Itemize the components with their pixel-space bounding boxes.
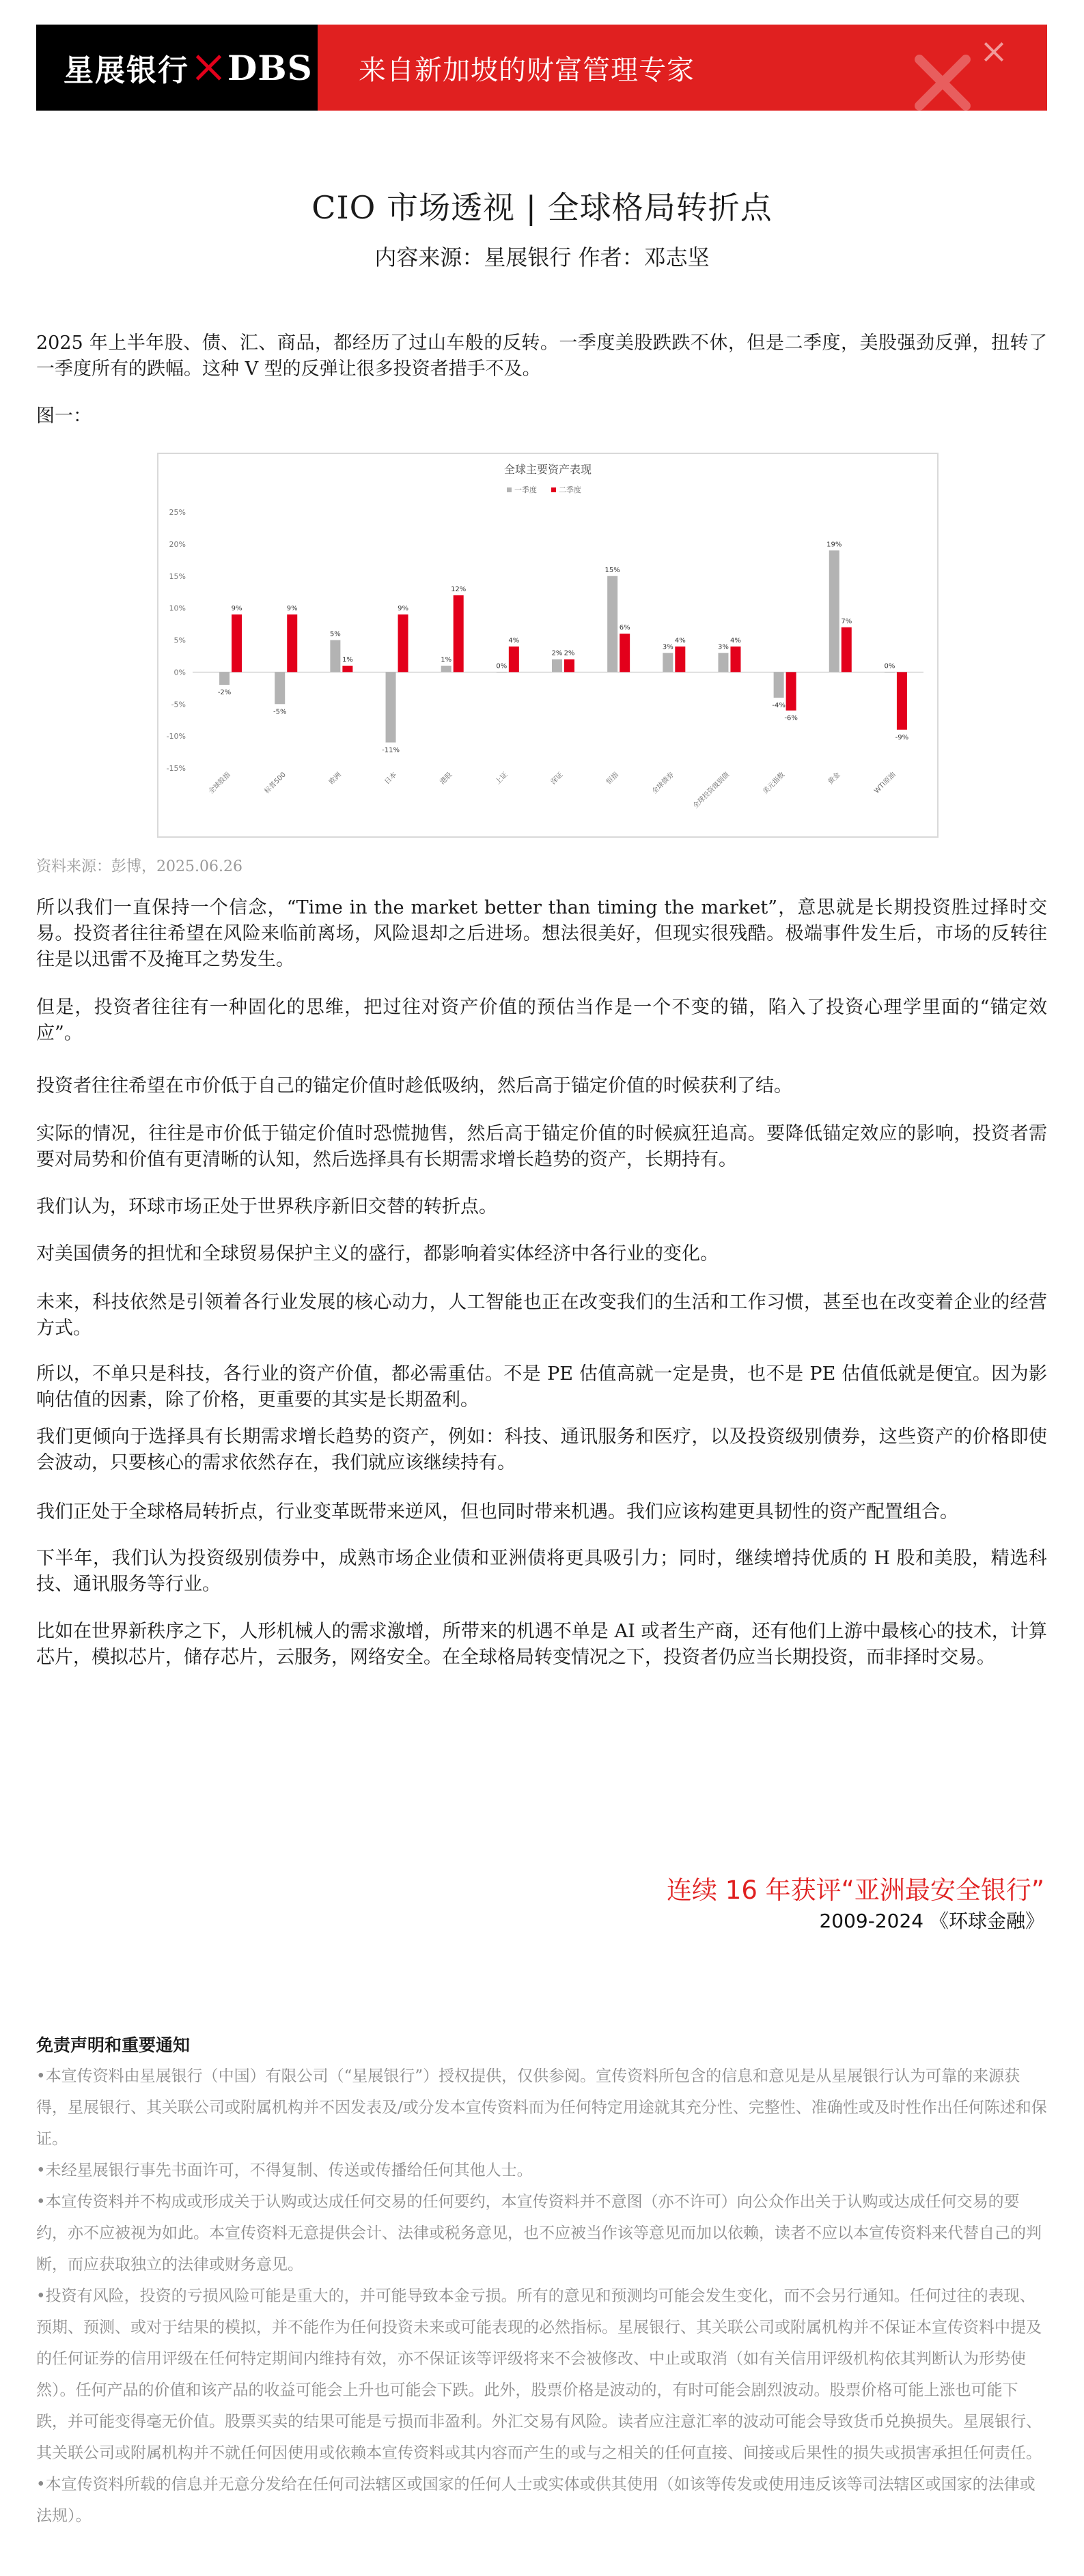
chart-bar: [552, 660, 562, 673]
data-label: 4%: [508, 636, 520, 645]
y-tick-label: 20%: [169, 539, 186, 549]
chart-bar: [454, 595, 464, 673]
chart-bar: [607, 576, 617, 673]
award-source: 2009-2024 《环球金融》: [819, 1910, 1044, 1932]
disclaimer-body: [36, 2061, 1047, 2532]
chart-title: 全球主要资产表现: [503, 463, 592, 476]
legend-label: 一季度: [514, 485, 537, 494]
data-label: 9%: [398, 605, 408, 612]
banner-tagline-area: [318, 25, 1047, 111]
chart-bar: [730, 647, 740, 673]
data-label: -4%: [772, 701, 786, 709]
chart-bar: [386, 672, 396, 742]
legend-label: 二季度: [559, 485, 581, 494]
data-label: 19%: [826, 541, 842, 549]
data-label: 9%: [231, 605, 242, 612]
data-label: -9%: [895, 733, 909, 741]
figure-label: 图一：: [36, 406, 92, 427]
dbs-x-mark-icon: [193, 53, 223, 83]
body-paragraph: 投资者往往希望在市价低于自己的锚定价值时趁低吸纳，然后高于锚定价值的时候获利了结。: [36, 1075, 792, 1096]
body-paragraph: 下半年，我们认为投资级别债券中，成熟市场企业债和亚洲债将更具吸引力；同时，继续增持优质的 H 股和美股，精选科技、通讯服务等行业。: [36, 1548, 1047, 1595]
decorative-sparkle-icon: [982, 40, 1006, 64]
data-label: 2%: [551, 649, 563, 657]
disclaimer-item: •本宣传资料所载的信息并无意分发给在任何司法辖区或国家的任何人士或实体或供其使用（如该等传发或使用违反该等司法辖区或国家的法律或法规）。: [36, 2476, 1036, 2525]
chart-bar: [219, 672, 230, 685]
x-tick-label: 标普500: [263, 771, 288, 795]
article-meta: 内容来源：星展银行 作者：邓志坚: [374, 244, 710, 270]
x-tick-label: 港股: [439, 771, 454, 787]
x-tick-label: 全球投资级别债: [691, 771, 732, 810]
chart-canvas: [158, 454, 937, 836]
data-label: 4%: [730, 636, 741, 645]
data-label: -11%: [382, 746, 400, 754]
data-label: 1%: [342, 656, 353, 664]
y-tick-label: 10%: [169, 604, 186, 613]
award-headline: 连续 16 年获评“亚洲最安全银行”: [667, 1876, 1044, 1905]
chart-bar: [663, 653, 673, 672]
data-label: 12%: [451, 585, 467, 593]
chart-bar: [774, 672, 784, 698]
banner-tagline: 来自新加坡的财富管理专家: [359, 54, 695, 86]
body-paragraph: 但是，投资者往往有一种固化的思维，把过往对资产价值的预估当作是一个不变的锚，陷入了投资心理学里面的“锚定效应”。: [36, 997, 1047, 1044]
body-paragraph: 未来，科技依然是引领着各行业发展的核心动力，人工智能也正在改变我们的生活和工作习惯，甚至也在改变着企业的经营方式。: [36, 1292, 1047, 1339]
chart-bar: [675, 647, 685, 673]
data-label: 15%: [604, 566, 620, 574]
chart-bar: [829, 550, 839, 672]
y-tick-label: 5%: [173, 636, 186, 645]
chart-bar: [620, 634, 630, 672]
chart-bar: [509, 647, 519, 673]
body-paragraph: 我们认为，环球市场正处于世界秩序新旧交替的转折点。: [36, 1196, 497, 1217]
header-banner: [36, 25, 1047, 111]
chart-bar: [330, 640, 340, 673]
x-tick-label: 全球股指: [207, 771, 232, 796]
chart-bar: [897, 672, 907, 729]
disclaimer-item: •本宣传资料并不构成或形成关于认购或达成任何交易的任何要约，本宣传资料并不意图（亦不许可）向公众作出关于认购或达成任何交易的要约，亦不应被视为如此。本宣传资料无意提供会计、法律或税务意见，也不应被当作该等意见而加以依赖，读者不应以本宣传资料来代替自己的判断，而应获取独立的法律或财务意见。: [36, 2193, 1042, 2274]
data-label: 0%: [884, 662, 895, 670]
chart-bar: [342, 666, 352, 672]
x-tick-label: 全球债券: [650, 771, 676, 796]
body-paragraph: 所以，不单只是科技，各行业的资产价值，都必需重估。不是 PE 估值高就一定是贵，也不是 PE 估值低就是便宜。因为影响估值的因素，除了价格，更重要的其实是长期盈利。: [36, 1363, 1047, 1411]
chart-bar: [232, 614, 242, 672]
article-title: CIO 市场透视 | 全球格局转折点: [311, 189, 773, 226]
logo-chinese-name: 星展银行: [64, 53, 189, 88]
asset-performance-chart: [157, 453, 939, 838]
data-label: 7%: [841, 617, 852, 625]
data-label: -6%: [784, 714, 798, 722]
data-label: 2%: [564, 649, 575, 657]
data-label: 9%: [286, 605, 298, 612]
chart-bar: [718, 653, 728, 672]
chart-bar: [287, 614, 297, 672]
x-tick-label: 上证: [494, 771, 510, 787]
data-label: 0%: [496, 662, 508, 670]
body-paragraph: 实际的情况，往往是市价低于锚定价值时恐慌抛售，然后高于锚定价值的时候疯狂追高。要降低锚定效应的影响，投资者需要对局势和价值有更清晰的认知，然后选择具有长期需求增长趋势的资产，长期持有。: [36, 1123, 1047, 1170]
dbs-logo: [36, 25, 318, 111]
chart-bar: [398, 614, 408, 672]
y-tick-label: -15%: [166, 764, 186, 773]
data-label: 4%: [674, 636, 686, 645]
y-tick-label: -5%: [171, 700, 186, 709]
data-label: 6%: [619, 624, 630, 632]
data-label: 3%: [662, 643, 673, 651]
legend-swatch: [551, 487, 556, 492]
x-tick-label: 黄金: [826, 771, 842, 787]
intro-paragraph: 2025 年上半年股、债、汇、商品，都经历了过山车般的反转。一季度美股跌跌不休，但是二季度，美股强劲反弹，扭转了一季度所有的跌幅。这种 V 型的反弹让很多投资者措手不及。: [36, 332, 1047, 380]
body-paragraph: 所以我们一直保持一个信念，“Time in the market better than timing the market”，意思就是长期投资胜过择时交易。投资者往往希望在风险来临前离场，风险退却之后进场。想法很美好，但现实很残酷。极端事件发生后，市场的反转往往是以迅雷不及掩耳之势发生。: [36, 897, 1047, 970]
body-paragraph: 我们正处于全球格局转折点，行业变革既带来逆风，但也同时带来机遇。我们应该构建更具韧性的资产配置组合。: [36, 1501, 958, 1523]
data-label: -5%: [273, 708, 287, 716]
y-tick-label: 15%: [169, 571, 186, 581]
x-tick-label: 日本: [383, 771, 399, 787]
chart-bar: [786, 672, 796, 710]
data-label: -2%: [217, 689, 232, 697]
x-tick-label: 恒指: [604, 771, 620, 787]
chart-bar: [885, 672, 895, 673]
y-tick-label: 0%: [173, 668, 186, 677]
chart-bar: [441, 666, 451, 672]
body-paragraph: 对美国债务的担忧和全球贸易保护主义的盛行，都影响着实体经济中各行业的变化。: [36, 1243, 719, 1264]
chart-bar: [275, 672, 285, 704]
chart-bar: [497, 672, 507, 673]
body-paragraph: 我们更倾向于选择具有长期需求增长趋势的资产，例如：科技、通讯服务和医疗，以及投资级别债券，这些资产的价格即使会波动，只要核心的需求依然存在，我们就应该继续持有。: [36, 1426, 1047, 1473]
legend-swatch: [507, 487, 512, 492]
body-paragraph: 比如在世界新秩序之下，人形机械人的需求激增，所带来的机遇不单是 AI 或者生产商，还有他们上游中最核心的技术，计算芯片，模拟芯片，储存芯片，云服务，网络安全。在全球格局转变情况之下，投资者仍应当长期投资，而非择时交易。: [36, 1621, 1047, 1668]
x-tick-label: 美元指数: [762, 771, 787, 796]
x-tick-label: WTI原油: [873, 771, 898, 795]
chart-bar: [564, 660, 574, 673]
disclaimer-item: •本宣传资料由星展银行（中国）有限公司（“星展银行”）授权提供，仅供参阅。宣传资料所包含的信息和意见是从星展银行认为可靠的来源获得，星展银行、其关联公司或附属机构并不因发表及/或分发本宣传资料而为任何特定用途就其充分性、完整性、准确性或及时性作出任何陈述和保证。: [36, 2067, 1047, 2148]
disclaimer-title: 免责声明和重要通知: [36, 2035, 191, 2055]
y-tick-label: -10%: [166, 732, 186, 741]
chart-source: 资料来源：彭博，2025.06.26: [36, 858, 242, 875]
y-tick-label: 25%: [169, 508, 186, 517]
chart-bar: [842, 627, 852, 673]
x-tick-label: 欧洲: [328, 771, 344, 787]
logo-english-name: DBS: [227, 47, 313, 88]
disclaimer-item: •未经星展银行事先书面许可，不得复制、传送或传播给任何其他人士。: [36, 2162, 533, 2179]
x-tick-label: 深证: [549, 771, 565, 787]
disclaimer-item: •投资有风险，投资的亏损风险可能是重大的，并可能导致本金亏损。所有的意见和预测均可能会发生变化，而不会另行通知。任何过往的表现、预期、预测、或对于结果的模拟，并不能作为任何投资未来或可能表现的必然指标。星展银行、其关联公司或附属机构并不保证本宣传资料中提及的任何证券的信用评级在任何特定期间内维持有效，亦不保证该等评级将来不会被修改、中止或取消（如有关信用评级机构依其判断认为形势使然）。任何产品的价值和该产品的收益可能会上升也可能会下跌。此外，股票价格是波动的，有时可能会剧烈波动。股票价格可能上涨也可能下跌，并可能变得毫无价值。股票买卖的结果可能是亏损而非盈利。外汇交易有风险。读者应注意汇率的波动可能会导致货币兑换损失。星展银行、其关联公司或附属机构并不就任何因使用或依赖本宣传资料或其内容而产生的或与之相关的任何直接、间接或后果性的损失或损害承担任何责任。: [36, 2287, 1042, 2462]
data-label: 1%: [441, 656, 452, 664]
data-label: 3%: [718, 643, 729, 651]
decorative-star-icon: [904, 45, 979, 111]
data-label: 5%: [329, 630, 341, 638]
